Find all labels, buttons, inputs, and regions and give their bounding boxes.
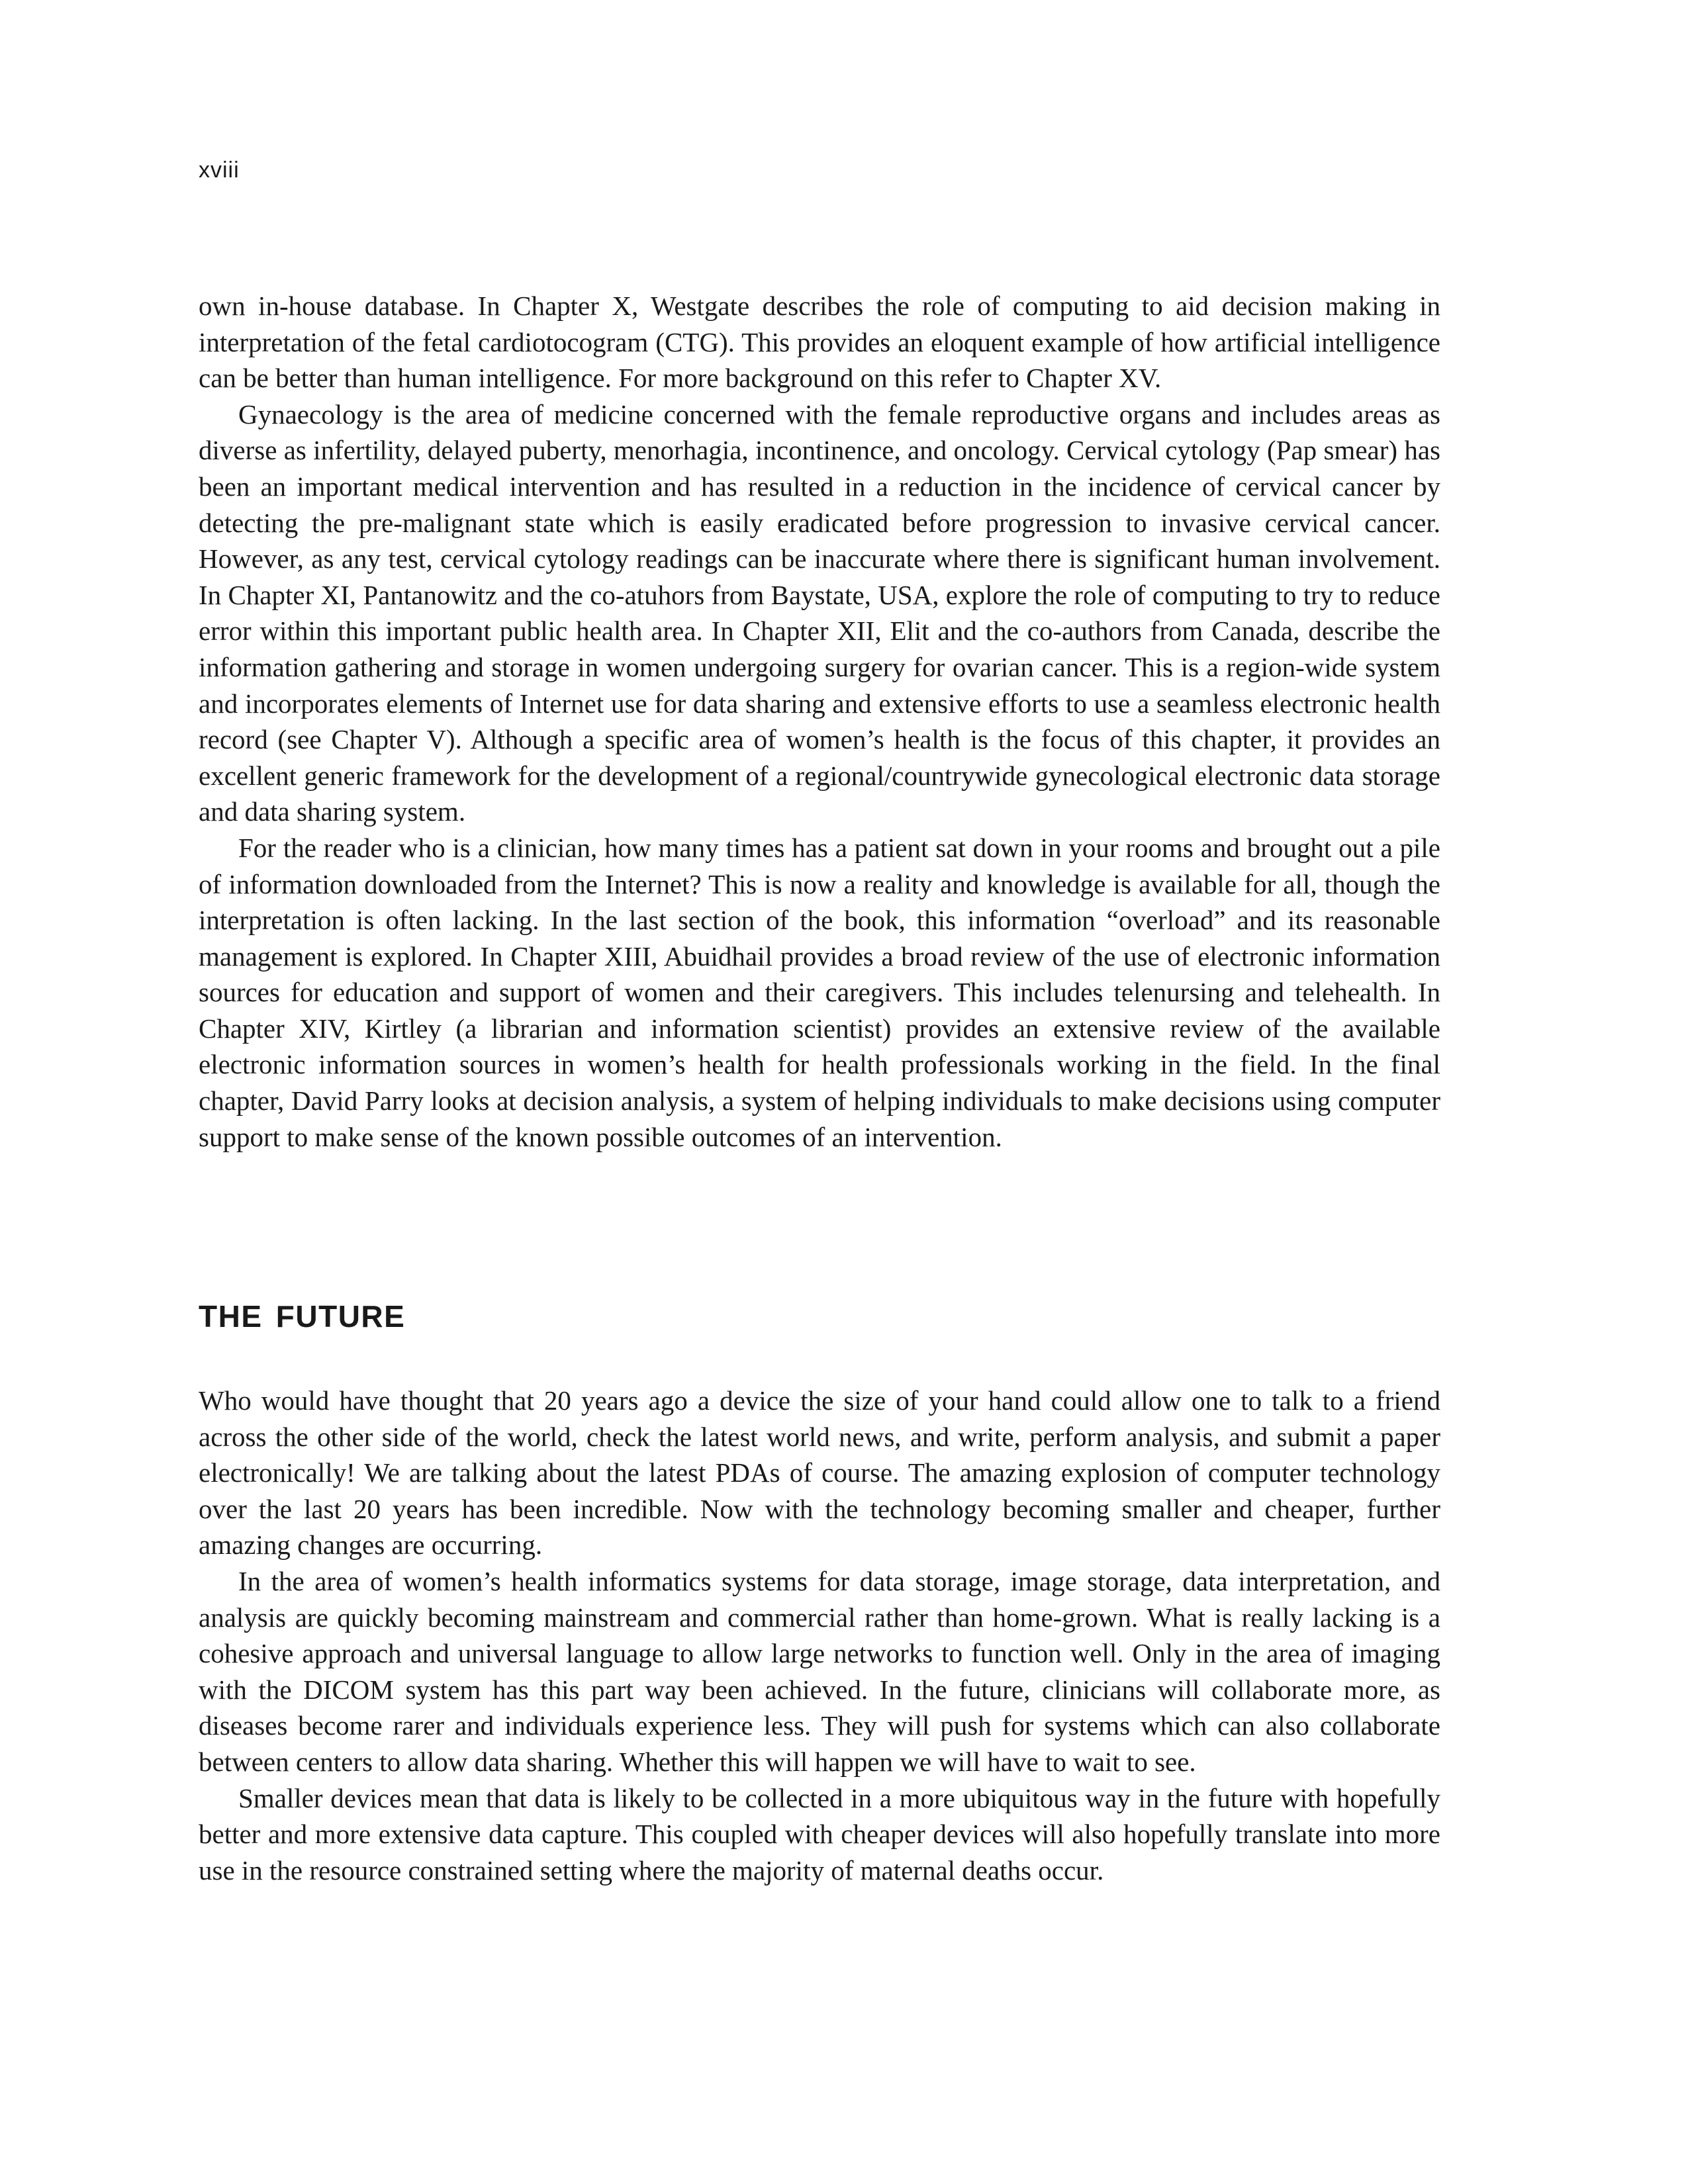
paragraph-information-overload: For the reader who is a clinician, how many times has a patient sat down in your rooms and brought out a pile of information downloaded from the Internet? This is now a reality and knowledge is available for all, though the interpretation is often lacking. In the last section of the book, this information “overload” and its reasonable management is explored. In Chapter XIII, Abuidhail provides a broad review of the use of electronic information sources for education and support of women and their caregivers. This includes telenursing and telehealth. In Chapter XIV, Kirtley (a librarian and information scientist) provides an extensive review of the available electronic information sources in women’s health for health professionals working in the field. In the final chapter, David Parry looks at decision analysis, a system of helping individuals to make decisions using computer support to make sense of the known possible outcomes of an intervention. [199,832,1440,1152]
paragraph-chapter-x: own in-house database. In Chapter X, Westgate describes the role of computing to aid decision making in interpretation of the fetal cardiotocogram (CTG). This provides an eloquent example of how artificial intelligence can be better than human intelligence. For more background on this refer to Chapter XV. [199,291,1440,394]
intro-text-block [199,288,1440,1155]
paragraph-gynaecology: Gynaecology is the area of medicine concerned with the female reproductive organs and includes areas as diverse as infertility, delayed puberty, menorhagia, incontinence, and oncology. Cervical cytology (Pap smear) has been an important medical intervention and has resulted in a reduction in the incidence of cervical cancer by detecting the pre-malignant state which is easily eradicated before progression to invasive cervical cancer. However, as any test, cervical cytology readings can be inaccurate where there is significant human involvement. In Chapter XI, Pantanowitz and the co-atuhors from Baystate, USA, explore the role of computing to try to reduce error within this important public health area. In Chapter XII, Elit and the co-authors from Canada, describe the information gathering and storage in women undergoing surgery for ovarian cancer. This is a region-wide system and incorporates elements of Internet use for data sharing and extensive efforts to use a seamless electronic health record (see Chapter V). Although a specific area of women’s health is the focus of this chapter, it provides an excellent generic framework for the development of a regional/countrywide gynecological electronic data storage and data sharing system. [199,398,1440,827]
section-heading-the-future: THE FUTURE [199,1299,406,1334]
paragraph-informatics-systems: In the area of women’s health informatics systems for data storage, image storage, data interpretation, and analysis are quickly becoming mainstream and commercial rather than home-grown. What is really lacking is a cohesive approach and universal language to allow large networks to function well. Only in the area of imaging with the DICOM system has this part way been achieved. In the future, clinicians will collaborate more, as diseases become rarer and individuals experience less. They will push for systems which can also collaborate between centers to allow data sharing. Whether this will happen we will have to wait to see. [199,1565,1440,1777]
paragraph-smaller-devices: Smaller devices mean that data is likely to be collected in a more ubiquitous way in the future with hopefully better and more extensive data capture. This coupled with cheaper devices will also hopefully translate into more use in the resource constrained setting where the majority of maternal deaths occur. [199,1782,1440,1886]
paragraph-devices: Who would have thought that 20 years ago a device the size of your hand could allow one to talk to a friend across the other side of the world, check the latest world news, and write, perform analysis, and submit a paper electronically! We are talking about the latest PDAs of course. The amazing explosion of computer technology over the last 20 years has been incredible. Now with the technology becoming smaller and cheaper, further amazing changes are occurring. [199,1385,1440,1561]
future-text-block [199,1383,1440,1888]
page-number: xviii [199,158,240,183]
